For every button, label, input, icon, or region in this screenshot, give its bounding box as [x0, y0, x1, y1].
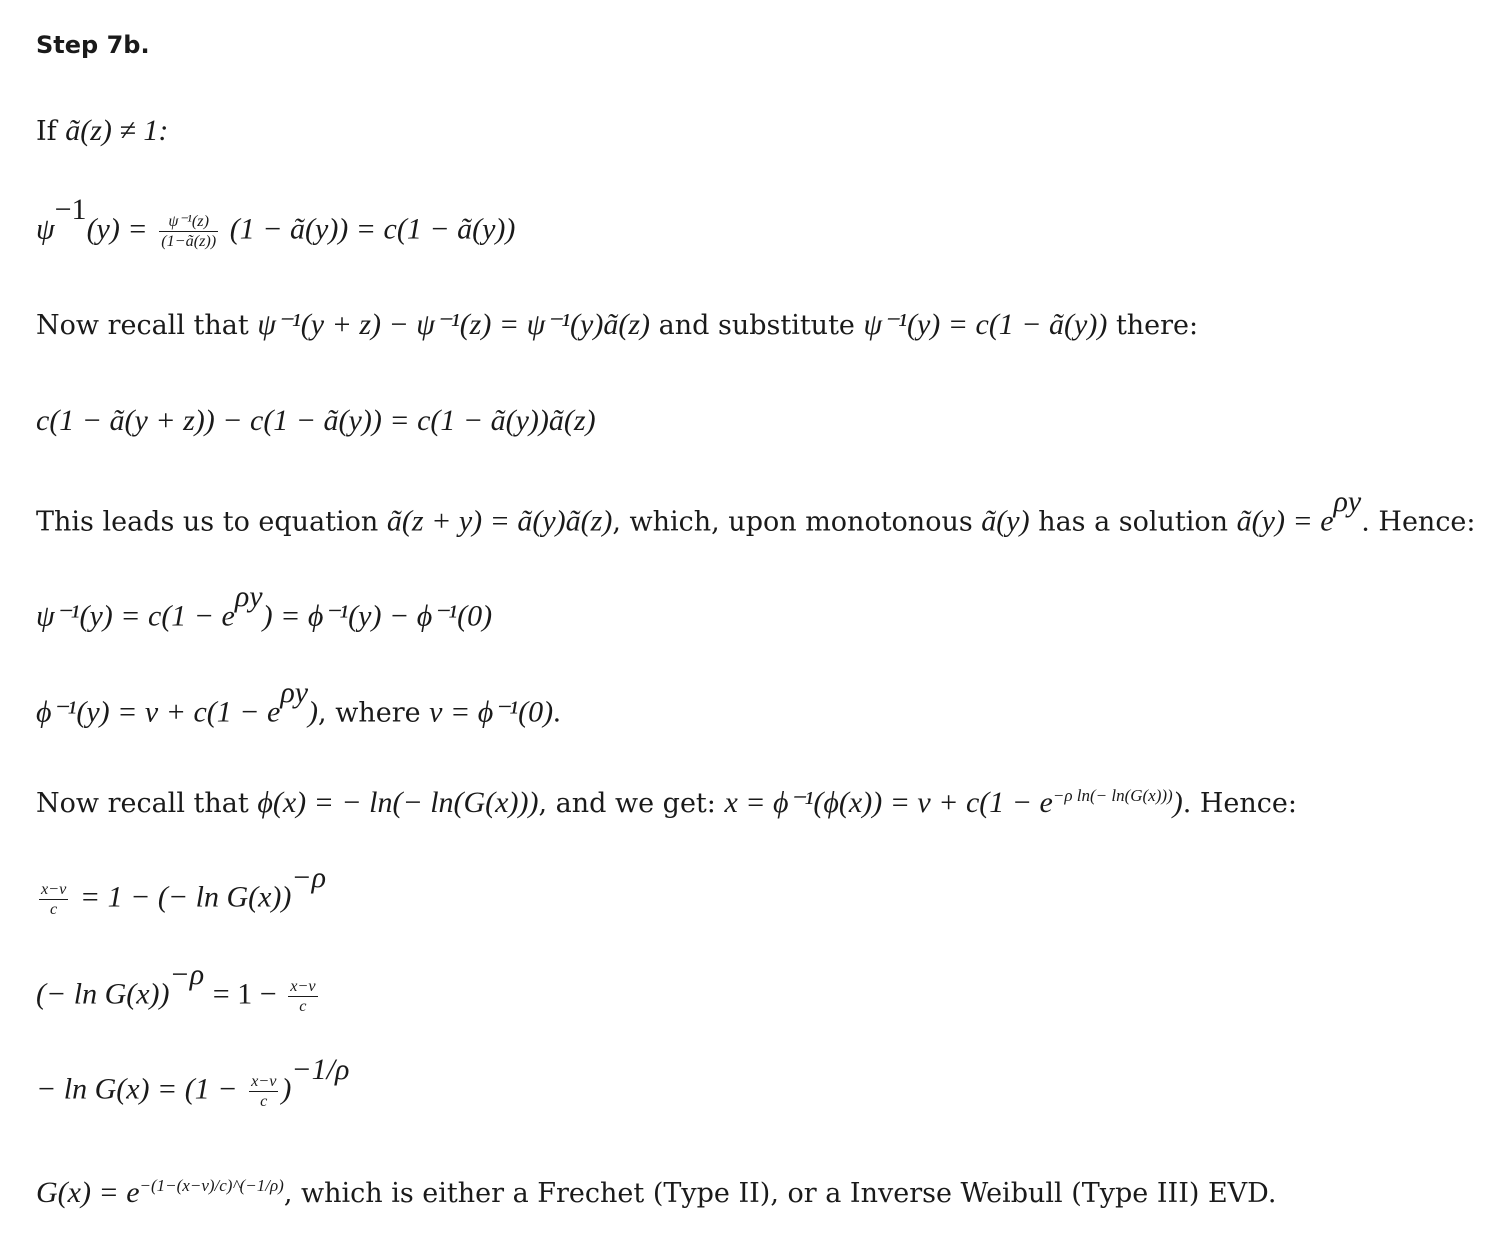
recall1-text-3: there:: [1115, 310, 1199, 341]
eq1-frac-num: ψ⁻¹(z): [159, 212, 218, 232]
eq3-sup: ρy: [234, 580, 263, 613]
eq1-rhs: (1 − ã(y)) = c(1 − ã(y)): [229, 212, 516, 246]
eq1-lhs: ψ: [36, 212, 55, 246]
equation-psi-inverse: [36, 193, 516, 250]
eq7-frac-den: c: [260, 1091, 268, 1110]
eq6-frac-num: x−ν: [290, 976, 316, 995]
recall1-math-2: ψ⁻¹(y) = c(1 − ã(y)): [863, 308, 1108, 341]
recall1-text-2: and substitute: [658, 310, 855, 341]
recall1-text-1: Now recall that: [36, 310, 249, 341]
eq8-lhs: G(x) = e: [36, 1176, 140, 1209]
eq4-sup: ρy: [280, 676, 309, 709]
leads-math-3: ã(y) = e: [1236, 504, 1334, 538]
eq4-part-a: ϕ⁻¹(y) = ν + c(1 − e: [36, 695, 281, 729]
eq4-text: , where: [318, 697, 421, 729]
eq6-lhs: (− ln G(x)): [36, 977, 170, 1011]
eq6-sup: −ρ: [169, 958, 205, 991]
eq1-lhs-arg: (y) =: [86, 212, 148, 246]
condition-math: ã(z) ≠ 1:: [65, 114, 169, 147]
eq7-sup: −1/ρ: [291, 1053, 350, 1086]
eq6-frac-den: c: [299, 996, 307, 1015]
eq3-part-a: ψ⁻¹(y) = c(1 − e: [36, 599, 235, 633]
eq7-close: ): [281, 1072, 292, 1106]
eq6-mid: = 1 −: [212, 977, 277, 1011]
eq7-fraction: [249, 1072, 278, 1110]
recall2-text-1: Now recall that: [36, 788, 249, 819]
leads-math-1: ã(z + y) = ã(y)ã(z): [386, 504, 613, 538]
recall2-text-2: , and we get:: [538, 788, 716, 819]
recall2-text-3: . Hence:: [1182, 788, 1297, 819]
eq6-fraction: [288, 977, 317, 1015]
equation-log-power: [36, 958, 321, 1015]
eq4-end: .: [553, 695, 561, 729]
recall2-math-1: ϕ(x) = − ln(− ln(G(x))): [257, 786, 539, 819]
recall2-math-2-end: ): [1172, 786, 1183, 819]
equation-substituted: c(1 − ã(y + z)) − c(1 − ã(y)) = c(1 − ã(y))ã(z): [36, 404, 596, 437]
leads-text-2: , which, upon monotonous: [612, 506, 973, 538]
eq8-text: , which is either a Frechet (Type II), or a Inverse Weibull (Type III) EVD.: [283, 1178, 1277, 1209]
equation-final-cdf: [36, 1175, 1277, 1209]
leads-text-4: . Hence:: [1361, 506, 1476, 538]
leads-math-3-sup: ρy: [1333, 485, 1362, 518]
eq1-lhs-sup: −1: [54, 193, 87, 226]
eq8-sup: −(1−(x−ν)/c)^(−1/ρ): [139, 1175, 284, 1195]
eq1-frac-den: (1−ã(z)): [161, 231, 217, 250]
eq7-lhs: − ln G(x) = (1 −: [36, 1072, 238, 1106]
condition-line: [36, 116, 168, 146]
eq5-frac-num: x−ν: [41, 879, 67, 898]
eq4-part-b: ): [308, 695, 319, 729]
leads-text-1: This leads us to equation: [36, 506, 379, 538]
eq3-part-b: ) = ϕ⁻¹(y) − ϕ⁻¹(0): [262, 599, 493, 633]
step-heading: Step 7b.: [36, 31, 150, 59]
recall-line-2: [36, 785, 1297, 819]
eq4-math: ν = ϕ⁻¹(0): [429, 695, 554, 729]
eq5-rhs: = 1 − (− ln G(x)): [79, 880, 292, 914]
leads-math-2: ã(y): [981, 504, 1030, 538]
recall2-math-2-sup: −ρ ln(− ln(G(x))): [1052, 785, 1173, 805]
recall-line-1: [36, 310, 1198, 340]
eq1-fraction: [159, 212, 218, 250]
eq5-frac-den: c: [50, 899, 58, 918]
eq7-frac-num: x−ν: [251, 1071, 277, 1090]
recall1-math-1: ψ⁻¹(y + z) − ψ⁻¹(z) = ψ⁻¹(y)ã(z): [257, 308, 651, 341]
leads-text-3: has a solution: [1038, 506, 1229, 538]
equation-normalized: [36, 861, 327, 918]
eq5-fraction: [39, 880, 68, 918]
recall2-math-2: x = ϕ⁻¹(ϕ(x)) = ν + c(1 − e: [724, 786, 1053, 819]
condition-text: If: [36, 116, 57, 147]
eq5-sup: −ρ: [291, 861, 327, 894]
